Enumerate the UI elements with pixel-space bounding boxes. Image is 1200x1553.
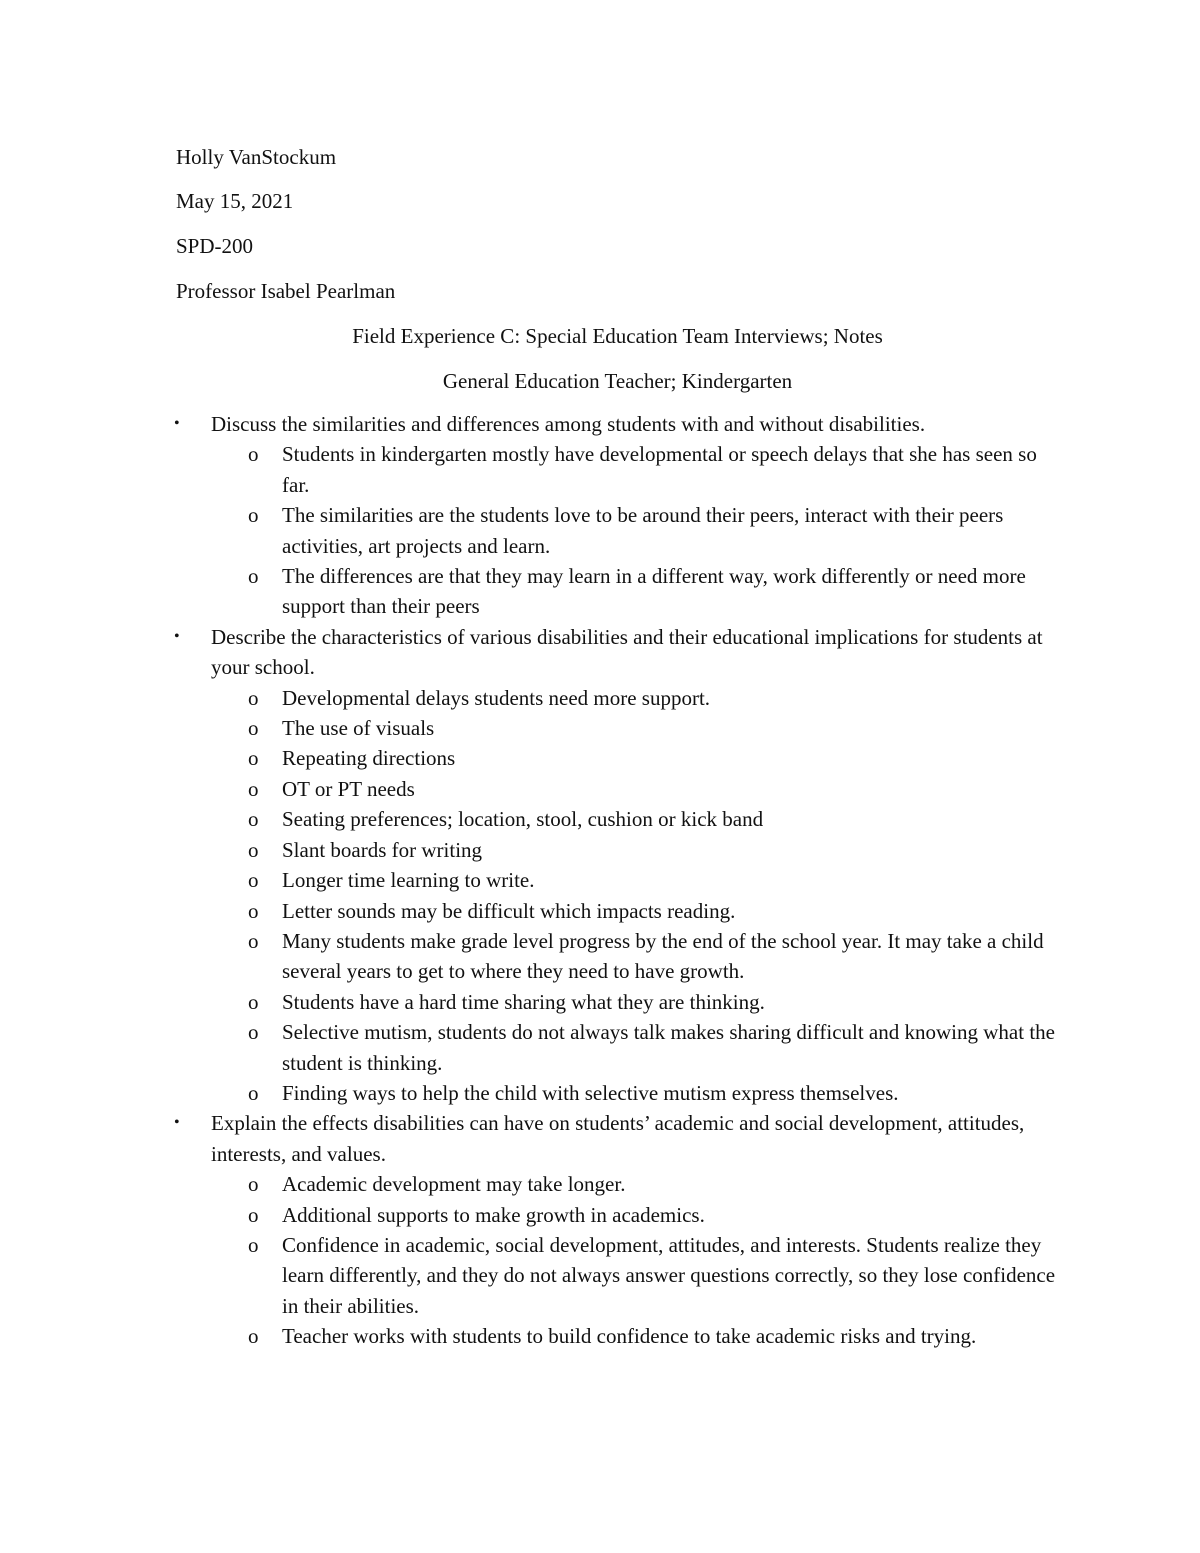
sub-bullet-icon: o bbox=[248, 868, 259, 893]
sub-bullet-icon: o bbox=[248, 564, 259, 589]
note-item bbox=[0, 1169, 1062, 1199]
question-item bbox=[0, 622, 1061, 683]
note-text: Slant boards for writing bbox=[282, 837, 483, 862]
note-item bbox=[0, 1017, 1062, 1078]
sub-bullet-icon: o bbox=[248, 685, 259, 710]
note-text: The use of visuals bbox=[282, 716, 435, 741]
note-item bbox=[0, 1321, 1062, 1351]
note-item bbox=[0, 987, 1062, 1017]
note-text: Additional supports to make growth in academics. bbox=[282, 1202, 705, 1227]
note-item bbox=[0, 500, 1062, 561]
note-text: Confidence in academic, social development, attitudes, and interests. Students realize they learn differently, and they do not always answer questions correctly, so they lose confidence in their abilities. bbox=[282, 1232, 1056, 1318]
question-text: Discuss the similarities and differences among students with and without disabilities. bbox=[211, 412, 926, 436]
note-item bbox=[0, 835, 1062, 865]
note-item bbox=[0, 683, 1062, 713]
bullet-icon: • bbox=[174, 415, 180, 432]
note-item bbox=[0, 896, 1062, 926]
note-item bbox=[0, 926, 1062, 987]
note-text: Many students make grade level progress by the end of the school year. It may take a child several years to get to where they need to have growth. bbox=[282, 928, 1044, 984]
note-text: Finding ways to help the child with selective mutism express themselves. bbox=[282, 1080, 899, 1105]
bullet-icon: • bbox=[174, 1114, 180, 1132]
note-item bbox=[0, 774, 1062, 804]
note-text: Letter sounds may be difficult which impacts reading. bbox=[282, 898, 736, 923]
note-item bbox=[0, 743, 1062, 773]
sub-bullet-icon: o bbox=[248, 1324, 259, 1349]
sub-bullet-icon: o bbox=[248, 1202, 259, 1227]
document-date: May 15, 2021 bbox=[176, 189, 294, 213]
notes-list bbox=[0, 409, 1200, 1352]
sub-bullet-icon: o bbox=[248, 807, 259, 832]
sub-bullet-icon: o bbox=[248, 746, 259, 771]
sub-bullet-icon: o bbox=[248, 442, 259, 467]
sub-bullet-icon: o bbox=[248, 898, 259, 923]
note-text: Seating preferences; location, stool, cushion or kick band bbox=[282, 807, 764, 832]
note-text: Students have a hard time sharing what they are thinking. bbox=[282, 989, 765, 1014]
course-code: SPD-200 bbox=[176, 234, 254, 258]
note-item bbox=[0, 439, 1062, 500]
sub-bullet-icon: o bbox=[248, 1080, 259, 1105]
note-text: The differences are that they may learn in a different way, work differently or need more support than their peers bbox=[282, 564, 1026, 619]
sub-bullet-icon: o bbox=[248, 989, 259, 1014]
note-text: OT or PT needs bbox=[282, 776, 415, 801]
note-item bbox=[0, 865, 1062, 895]
document-subtitle: General Education Teacher; Kindergarten bbox=[442, 369, 793, 393]
bullet-icon: • bbox=[174, 627, 180, 645]
note-text: Selective mutism, students do not always talk makes sharing difficult and knowing what the student is thinking. bbox=[282, 1020, 1055, 1075]
question-text: Describe the characteristics of various disabilities and their educational implications for students at your school. bbox=[211, 624, 1043, 680]
sub-bullet-icon: o bbox=[248, 716, 259, 741]
note-item bbox=[0, 1230, 1062, 1321]
note-text: The similarities are the students love to be around their peers, interact with their peers activities, art projects and learn. bbox=[282, 503, 1004, 558]
note-text: Developmental delays students need more support. bbox=[282, 685, 711, 710]
sub-bullet-icon: o bbox=[248, 1020, 259, 1045]
sub-bullet-icon: o bbox=[248, 928, 259, 953]
sub-bullet-icon: o bbox=[248, 837, 259, 862]
note-item bbox=[0, 561, 1062, 622]
note-item bbox=[0, 1078, 1062, 1108]
question-text: Explain the effects disabilities can have on students’ academic and social development, attitudes, interests, and values. bbox=[211, 1111, 1025, 1166]
note-text: Students in kindergarten mostly have developmental or speech delays that she has seen so far. bbox=[282, 442, 1037, 497]
note-item bbox=[0, 1200, 1062, 1230]
sub-bullet-icon: o bbox=[248, 503, 259, 528]
note-item bbox=[0, 804, 1062, 834]
professor-name: Professor Isabel Pearlman bbox=[176, 279, 396, 303]
note-item bbox=[0, 713, 1062, 743]
document-title: Field Experience C: Special Education Team Interviews; Notes bbox=[352, 324, 883, 348]
sub-bullet-icon: o bbox=[248, 1172, 259, 1197]
sub-bullet-icon: o bbox=[248, 1232, 259, 1257]
question-item bbox=[0, 409, 1061, 439]
sub-bullet-icon: o bbox=[248, 776, 259, 801]
author-name: Holly VanStockum bbox=[176, 145, 337, 169]
note-text: Academic development may take longer. bbox=[282, 1172, 626, 1197]
note-text: Repeating directions bbox=[282, 746, 456, 771]
note-text: Longer time learning to write. bbox=[282, 868, 535, 893]
note-text: Teacher works with students to build confidence to take academic risks and trying. bbox=[282, 1324, 977, 1349]
question-item bbox=[0, 1108, 1061, 1169]
